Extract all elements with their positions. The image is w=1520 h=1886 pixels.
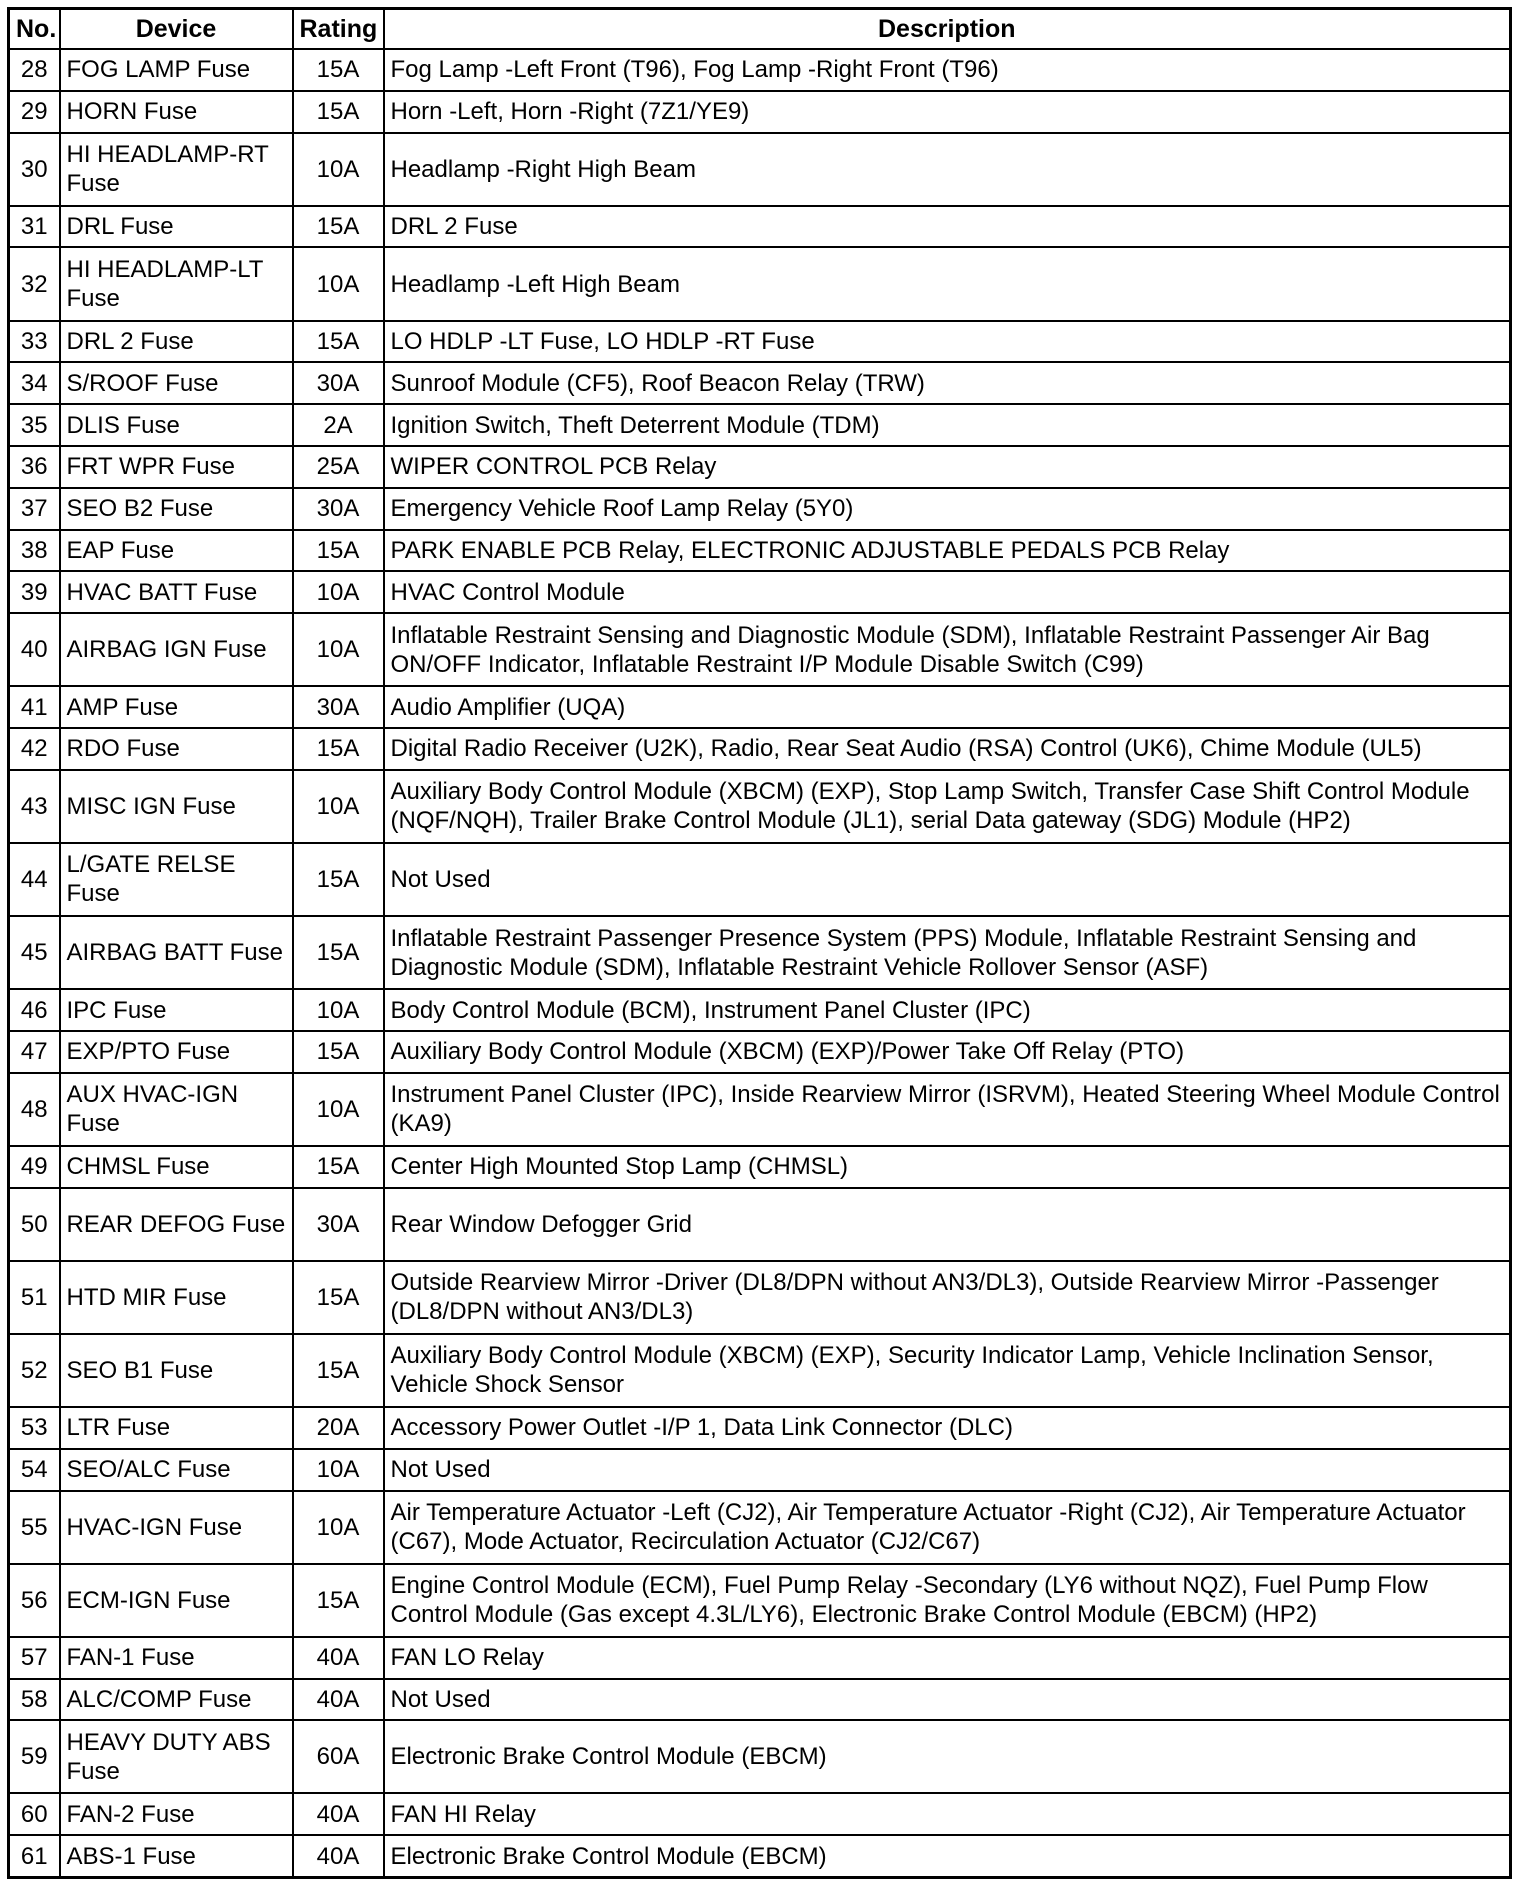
table-row: [9, 1491, 1511, 1564]
cell-rating: 2A: [293, 404, 384, 446]
table-row: [9, 446, 1511, 488]
cell-device: DRL Fuse: [60, 206, 293, 248]
cell-description: Inflatable Restraint Passenger Presence System (PPS) Module, Inflatable Restraint Sensing and Diagnostic Module (SDM), Inflatable Restraint Vehicle Rollover Sensor (ASF): [384, 916, 1511, 989]
cell-device: REAR DEFOG Fuse: [60, 1188, 293, 1261]
cell-description: Horn -Left, Horn -Right (7Z1/YE9): [384, 91, 1511, 133]
cell-device: AUX HVAC-IGN Fuse: [60, 1073, 293, 1146]
cell-rating: 10A: [293, 770, 384, 843]
cell-rating: 30A: [293, 686, 384, 728]
cell-rating: 10A: [293, 247, 384, 320]
cell-rating: 15A: [293, 530, 384, 572]
cell-device: FRT WPR Fuse: [60, 446, 293, 488]
header-rating: Rating: [293, 9, 384, 50]
cell-rating: 15A: [293, 843, 384, 916]
table-row: [9, 916, 1511, 989]
table-row: [9, 1720, 1511, 1793]
cell-rating: 60A: [293, 1720, 384, 1793]
cell-description: DRL 2 Fuse: [384, 206, 1511, 248]
cell-device: RDO Fuse: [60, 728, 293, 770]
table-row: [9, 206, 1511, 248]
header-device: Device: [60, 9, 293, 50]
table-row: [9, 1031, 1511, 1073]
cell-description: Outside Rearview Mirror -Driver (DL8/DPN without AN3/DL3), Outside Rearview Mirror -Passenger (DL8/DPN without AN3/DL3): [384, 1261, 1511, 1334]
cell-no: 58: [9, 1679, 60, 1721]
cell-device: HI HEADLAMP-RT Fuse: [60, 133, 293, 206]
header-no: No.: [9, 9, 60, 50]
cell-rating: 40A: [293, 1679, 384, 1721]
cell-no: 40: [9, 613, 60, 686]
table-row: [9, 770, 1511, 843]
cell-device: L/GATE RELSE Fuse: [60, 843, 293, 916]
cell-rating: 15A: [293, 49, 384, 91]
cell-description: Accessory Power Outlet -I/P 1, Data Link Connector (DLC): [384, 1407, 1511, 1449]
cell-description: HVAC Control Module: [384, 571, 1511, 613]
cell-device: HI HEADLAMP-LT Fuse: [60, 247, 293, 320]
cell-rating: 15A: [293, 1334, 384, 1407]
cell-device: CHMSL Fuse: [60, 1146, 293, 1188]
table-row: [9, 404, 1511, 446]
cell-description: PARK ENABLE PCB Relay, ELECTRONIC ADJUSTABLE PEDALS PCB Relay: [384, 530, 1511, 572]
cell-device: DLIS Fuse: [60, 404, 293, 446]
table-row: [9, 362, 1511, 404]
cell-no: 60: [9, 1793, 60, 1835]
cell-device: ALC/COMP Fuse: [60, 1679, 293, 1721]
table-row: [9, 133, 1511, 206]
cell-no: 52: [9, 1334, 60, 1407]
table-row: [9, 247, 1511, 320]
cell-description: Headlamp -Right High Beam: [384, 133, 1511, 206]
cell-description: Instrument Panel Cluster (IPC), Inside Rearview Mirror (ISRVM), Heated Steering Wheel Module Control (KA9): [384, 1073, 1511, 1146]
cell-device: S/ROOF Fuse: [60, 362, 293, 404]
cell-device: FAN-2 Fuse: [60, 1793, 293, 1835]
cell-no: 38: [9, 530, 60, 572]
cell-device: AMP Fuse: [60, 686, 293, 728]
cell-description: Air Temperature Actuator -Left (CJ2), Air Temperature Actuator -Right (CJ2), Air Temperature Actuator (C67), Mode Actuator, Recirculation Actuator (CJ2/C67): [384, 1491, 1511, 1564]
table-row: [9, 1564, 1511, 1637]
cell-no: 50: [9, 1188, 60, 1261]
cell-no: 42: [9, 728, 60, 770]
table-row: [9, 91, 1511, 133]
cell-device: HTD MIR Fuse: [60, 1261, 293, 1334]
cell-no: 49: [9, 1146, 60, 1188]
cell-device: SEO B2 Fuse: [60, 488, 293, 530]
cell-device: AIRBAG BATT Fuse: [60, 916, 293, 989]
cell-no: 46: [9, 989, 60, 1031]
cell-rating: 15A: [293, 916, 384, 989]
cell-no: 44: [9, 843, 60, 916]
table-row: [9, 613, 1511, 686]
cell-rating: 40A: [293, 1835, 384, 1877]
table-row: [9, 1261, 1511, 1334]
table-row: [9, 843, 1511, 916]
cell-no: 54: [9, 1449, 60, 1491]
cell-rating: 40A: [293, 1637, 384, 1679]
cell-device: HORN Fuse: [60, 91, 293, 133]
cell-device: ECM-IGN Fuse: [60, 1564, 293, 1637]
cell-description: Engine Control Module (ECM), Fuel Pump Relay -Secondary (LY6 without NQZ), Fuel Pump Flow Control Module (Gas except 4.3L/LY6), Electronic Brake Control Module (EBCM) (HP2): [384, 1564, 1511, 1637]
cell-description: Sunroof Module (CF5), Roof Beacon Relay (TRW): [384, 362, 1511, 404]
cell-device: SEO/ALC Fuse: [60, 1449, 293, 1491]
cell-no: 30: [9, 133, 60, 206]
fuse-table: [7, 7, 1512, 1879]
table-row: [9, 1146, 1511, 1188]
cell-no: 37: [9, 488, 60, 530]
table-row: [9, 686, 1511, 728]
cell-rating: 10A: [293, 1073, 384, 1146]
cell-no: 31: [9, 206, 60, 248]
cell-rating: 40A: [293, 1793, 384, 1835]
table-row: [9, 1073, 1511, 1146]
table-row: [9, 49, 1511, 91]
table-row: [9, 1637, 1511, 1679]
cell-description: Auxiliary Body Control Module (XBCM) (EXP), Security Indicator Lamp, Vehicle Inclination Sensor, Vehicle Shock Sensor: [384, 1334, 1511, 1407]
cell-description: Rear Window Defogger Grid: [384, 1188, 1511, 1261]
cell-description: Emergency Vehicle Roof Lamp Relay (5Y0): [384, 488, 1511, 530]
cell-no: 43: [9, 770, 60, 843]
table-row: [9, 1407, 1511, 1449]
header-description: Description: [384, 9, 1511, 50]
cell-description: Fog Lamp -Left Front (T96), Fog Lamp -Right Front (T96): [384, 49, 1511, 91]
cell-description: Digital Radio Receiver (U2K), Radio, Rear Seat Audio (RSA) Control (UK6), Chime Module (UL5): [384, 728, 1511, 770]
cell-device: IPC Fuse: [60, 989, 293, 1031]
cell-device: ABS-1 Fuse: [60, 1835, 293, 1877]
cell-device: HEAVY DUTY ABS Fuse: [60, 1720, 293, 1793]
cell-rating: 15A: [293, 1261, 384, 1334]
cell-no: 53: [9, 1407, 60, 1449]
cell-description: Headlamp -Left High Beam: [384, 247, 1511, 320]
cell-description: Electronic Brake Control Module (EBCM): [384, 1835, 1511, 1877]
cell-description: Auxiliary Body Control Module (XBCM) (EXP)/Power Take Off Relay (PTO): [384, 1031, 1511, 1073]
cell-rating: 10A: [293, 571, 384, 613]
table-row: [9, 1449, 1511, 1491]
cell-no: 28: [9, 49, 60, 91]
cell-device: EAP Fuse: [60, 530, 293, 572]
cell-device: HVAC BATT Fuse: [60, 571, 293, 613]
table-row: [9, 488, 1511, 530]
table-row: [9, 728, 1511, 770]
cell-description: FAN LO Relay: [384, 1637, 1511, 1679]
cell-description: Ignition Switch, Theft Deterrent Module (TDM): [384, 404, 1511, 446]
cell-no: 59: [9, 1720, 60, 1793]
table-row: [9, 1835, 1511, 1877]
cell-no: 39: [9, 571, 60, 613]
cell-device: MISC IGN Fuse: [60, 770, 293, 843]
cell-no: 47: [9, 1031, 60, 1073]
table-row: [9, 571, 1511, 613]
cell-rating: 15A: [293, 1031, 384, 1073]
table-row: [9, 1334, 1511, 1407]
cell-rating: 15A: [293, 91, 384, 133]
cell-rating: 30A: [293, 488, 384, 530]
cell-rating: 10A: [293, 133, 384, 206]
cell-rating: 30A: [293, 362, 384, 404]
cell-description: FAN HI Relay: [384, 1793, 1511, 1835]
cell-device: FAN-1 Fuse: [60, 1637, 293, 1679]
cell-no: 36: [9, 446, 60, 488]
table-row: [9, 1188, 1511, 1261]
cell-description: Electronic Brake Control Module (EBCM): [384, 1720, 1511, 1793]
cell-no: 61: [9, 1835, 60, 1877]
cell-description: Center High Mounted Stop Lamp (CHMSL): [384, 1146, 1511, 1188]
cell-rating: 15A: [293, 1564, 384, 1637]
cell-description: Audio Amplifier (UQA): [384, 686, 1511, 728]
cell-no: 45: [9, 916, 60, 989]
cell-description: Body Control Module (BCM), Instrument Panel Cluster (IPC): [384, 989, 1511, 1031]
cell-no: 32: [9, 247, 60, 320]
cell-description: Inflatable Restraint Sensing and Diagnostic Module (SDM), Inflatable Restraint Passenger Air Bag ON/OFF Indicator, Inflatable Restraint I/P Module Disable Switch (C99): [384, 613, 1511, 686]
cell-no: 56: [9, 1564, 60, 1637]
cell-rating: 15A: [293, 728, 384, 770]
cell-no: 41: [9, 686, 60, 728]
cell-description: Not Used: [384, 1449, 1511, 1491]
cell-rating: 15A: [293, 321, 384, 363]
cell-device: SEO B1 Fuse: [60, 1334, 293, 1407]
cell-no: 35: [9, 404, 60, 446]
cell-no: 57: [9, 1637, 60, 1679]
cell-device: HVAC-IGN Fuse: [60, 1491, 293, 1564]
table-row: [9, 989, 1511, 1031]
cell-no: 34: [9, 362, 60, 404]
cell-no: 48: [9, 1073, 60, 1146]
cell-rating: 10A: [293, 1449, 384, 1491]
cell-rating: 10A: [293, 989, 384, 1031]
cell-description: WIPER CONTROL PCB Relay: [384, 446, 1511, 488]
table-row: [9, 321, 1511, 363]
cell-no: 55: [9, 1491, 60, 1564]
cell-rating: 30A: [293, 1188, 384, 1261]
cell-rating: 15A: [293, 206, 384, 248]
cell-description: Not Used: [384, 843, 1511, 916]
cell-description: Auxiliary Body Control Module (XBCM) (EXP), Stop Lamp Switch, Transfer Case Shift Control Module (NQF/NQH), Trailer Brake Control Module (JL1), serial Data gateway (SDG) Module (HP2): [384, 770, 1511, 843]
cell-device: DRL 2 Fuse: [60, 321, 293, 363]
cell-device: LTR Fuse: [60, 1407, 293, 1449]
cell-rating: 10A: [293, 1491, 384, 1564]
table-row: [9, 1679, 1511, 1721]
cell-rating: 10A: [293, 613, 384, 686]
cell-device: FOG LAMP Fuse: [60, 49, 293, 91]
cell-rating: 20A: [293, 1407, 384, 1449]
cell-description: LO HDLP -LT Fuse, LO HDLP -RT Fuse: [384, 321, 1511, 363]
table-row: [9, 1793, 1511, 1835]
cell-no: 51: [9, 1261, 60, 1334]
header-row: [9, 9, 1511, 50]
cell-device: EXP/PTO Fuse: [60, 1031, 293, 1073]
cell-description: Not Used: [384, 1679, 1511, 1721]
cell-no: 29: [9, 91, 60, 133]
cell-rating: 15A: [293, 1146, 384, 1188]
cell-device: AIRBAG IGN Fuse: [60, 613, 293, 686]
table-row: [9, 530, 1511, 572]
cell-rating: 25A: [293, 446, 384, 488]
cell-no: 33: [9, 321, 60, 363]
